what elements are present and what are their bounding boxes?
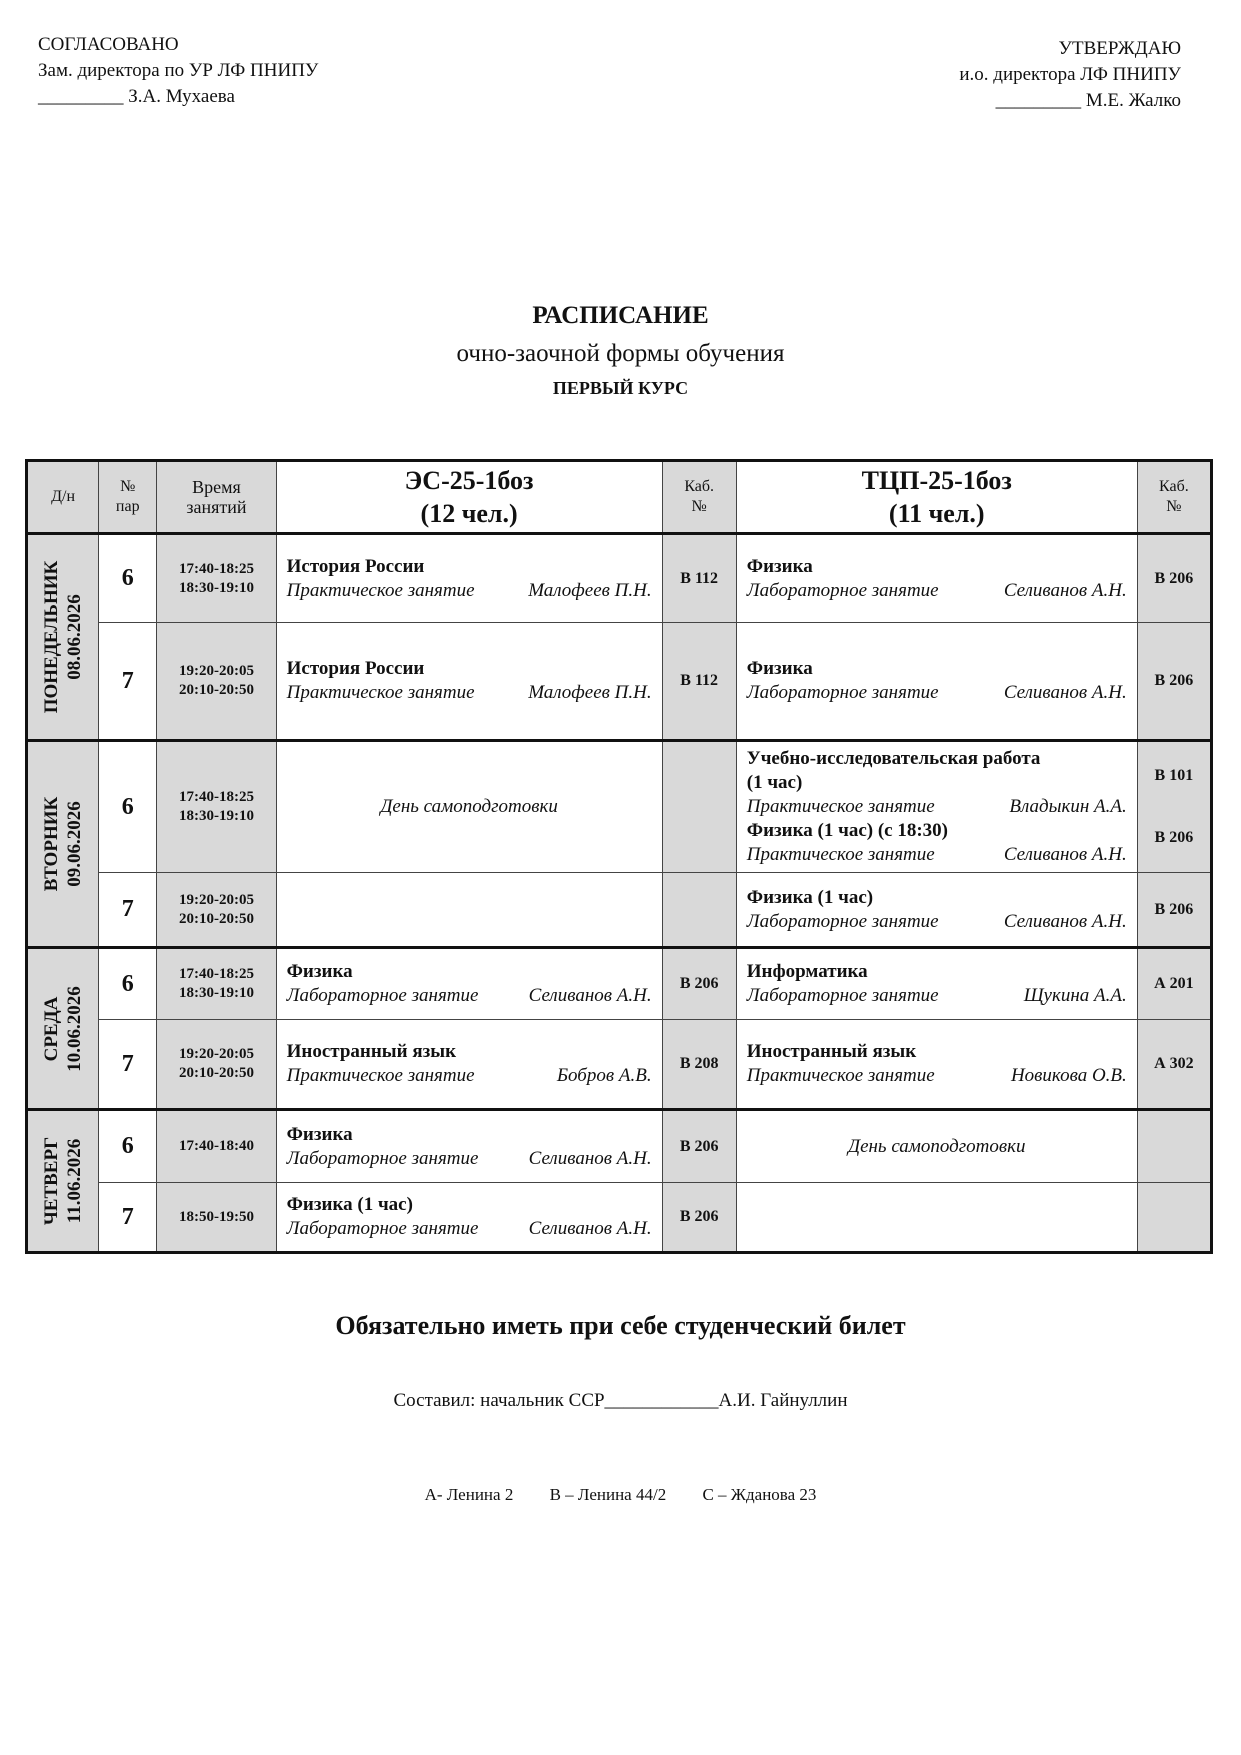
header-room-1 <box>662 461 736 534</box>
teacher-name: Селиванов А.Н. <box>528 1218 652 1239</box>
teacher-name: Новикова О.В. <box>1010 1065 1127 1086</box>
header-room-2-line2: № <box>1166 498 1182 515</box>
subject-name: Физика (1 час) <box>286 1194 413 1215</box>
pair-time-1: 17:40-18:25 <box>178 966 254 982</box>
pair-time <box>157 873 276 948</box>
teacher-name: Малофеев П.Н. <box>528 682 652 703</box>
room-cell: В 112 <box>662 623 736 741</box>
header-day: Д/н <box>27 461 99 534</box>
pair-number: 7 <box>99 1020 157 1110</box>
lesson-type: Практическое занятие <box>286 579 475 601</box>
table-row <box>27 741 1212 873</box>
header-group2-line1: ТЦП-25-1боз <box>861 466 1012 495</box>
room-value: В 101 <box>1154 767 1194 784</box>
teacher-name: Селиванов А.Н. <box>1003 844 1127 865</box>
teacher-name: Селиванов А.Н. <box>1003 682 1127 703</box>
room-value: В 206 <box>1154 829 1194 846</box>
lesson-cell <box>276 623 662 741</box>
pair-time-1: 17:40-18:40 <box>178 1138 254 1154</box>
lesson-type: Практическое занятие <box>286 682 475 703</box>
room-cell: В 206 <box>1137 873 1211 948</box>
table-row <box>27 1110 1212 1183</box>
lesson-type: Практическое занятие <box>746 1065 935 1086</box>
student-id-notice: Обязательно иметь при себе студенческий билет <box>335 1311 906 1340</box>
lesson-cell-empty <box>276 873 662 948</box>
course-label: ПЕРВЫЙ КУРС <box>552 378 689 398</box>
teacher-name: Малофеев П.Н. <box>528 579 652 601</box>
lesson-cell <box>276 1020 662 1110</box>
room-cell-empty <box>662 873 736 948</box>
pair-number: 7 <box>99 1183 157 1253</box>
table-row <box>27 1020 1212 1110</box>
subject-name: Учебно-исследовательская работа <box>746 748 1041 769</box>
approval-right-signature: _________ М.Е. Жалко <box>995 90 1181 111</box>
approval-right-position: и.о. директора ЛФ ПНИПУ <box>959 64 1181 85</box>
pair-time <box>157 1183 276 1253</box>
subject-name: Физика <box>746 658 813 679</box>
pair-time-2: 18:30-19:10 <box>178 579 254 596</box>
pair-number: 6 <box>99 741 157 873</box>
pair-time-2: 20:10-20:50 <box>178 682 254 698</box>
day-name: ЧЕТВЕРГ <box>41 1136 63 1226</box>
header-room-1-line1: Каб. <box>684 478 715 495</box>
pair-time-1: 19:20-20:05 <box>178 891 254 908</box>
self-study-note: День самоподготовки <box>276 741 662 873</box>
lesson-type: Практическое занятие <box>286 1065 475 1086</box>
approval-right-label: УТВЕРЖДАЮ <box>1058 38 1181 59</box>
lesson-cell <box>736 873 1137 948</box>
approval-left-signature: _________ З.А. Мухаева <box>38 86 235 107</box>
header-pair-number-line1: № <box>120 478 136 495</box>
table-row <box>27 873 1212 948</box>
subject-name: Физика <box>746 555 813 577</box>
lesson-cell <box>276 1183 662 1253</box>
pair-time-2: 18:30-19:10 <box>178 808 254 824</box>
header-time-line1: Время <box>192 477 241 497</box>
lesson-type: Лабораторное занятие <box>746 682 939 703</box>
header-pair-number-line2: пар <box>115 498 140 515</box>
header-group1-line1: ЭС-25-1боз <box>404 466 534 495</box>
pair-time-1: 17:40-18:25 <box>178 560 254 577</box>
day-name: ПОНЕДЕЛЬНИК <box>41 560 63 714</box>
lesson-cell <box>276 534 662 623</box>
pair-number: 7 <box>99 873 157 948</box>
pair-time <box>157 534 276 623</box>
subject-name: История России <box>286 658 425 679</box>
page-subtitle: очно-заочной формы обучения <box>456 340 785 367</box>
day-cell-wednesday <box>27 948 99 1110</box>
lesson-type: Практическое занятие <box>746 796 935 817</box>
header-group1-line2: (12 чел.) <box>420 499 518 528</box>
room-cell: А 302 <box>1137 1020 1211 1110</box>
lesson-cell <box>736 741 1137 873</box>
schedule-table <box>25 459 1213 1254</box>
subject-name: Иностранный язык <box>746 1041 917 1062</box>
pair-time-2: 20:10-20:50 <box>178 910 254 927</box>
lesson-cell <box>736 948 1137 1020</box>
day-cell-monday <box>27 534 99 741</box>
lesson-type: Лабораторное занятие <box>286 985 479 1006</box>
room-cell <box>1137 741 1211 873</box>
subject-name: Физика <box>286 1123 353 1145</box>
table-row <box>27 623 1212 741</box>
header-room-2 <box>1137 461 1211 534</box>
pair-time <box>157 948 276 1020</box>
room-cell: А 201 <box>1137 948 1211 1020</box>
header-time <box>157 461 276 534</box>
table-row <box>27 534 1212 623</box>
pair-number: 7 <box>99 623 157 741</box>
header-time-line2: занятий <box>186 497 247 517</box>
lesson-cell <box>736 623 1137 741</box>
legend-b: В – Ленина 44/2 <box>549 1485 667 1504</box>
approval-left <box>38 32 318 110</box>
teacher-name: Селиванов А.Н. <box>528 985 652 1006</box>
self-study-note: День самоподготовки <box>736 1110 1137 1183</box>
day-date: 10.06.2026 <box>64 985 86 1072</box>
room-cell: В 112 <box>662 534 736 623</box>
header-room-2-line1: Каб. <box>1159 478 1189 495</box>
pair-time-1: 17:40-18:25 <box>178 789 254 805</box>
header-group1 <box>276 461 662 534</box>
lesson-type: Лабораторное занятие <box>286 1147 479 1169</box>
room-cell: В 206 <box>662 1183 736 1253</box>
pair-time-1: 18:50-19:50 <box>178 1208 254 1225</box>
room-cell-empty <box>1137 1110 1211 1183</box>
pair-time-1: 19:20-20:05 <box>178 663 254 679</box>
day-name: СРЕДА <box>41 996 63 1061</box>
header-group2 <box>736 461 1137 534</box>
table-row <box>27 1183 1212 1253</box>
pair-time <box>157 1020 276 1110</box>
room-cell: В 206 <box>662 948 736 1020</box>
pair-time-2: 20:10-20:50 <box>178 1065 254 1081</box>
header-pair-number <box>99 461 157 534</box>
approval-left-position: Зам. директора по УР ЛФ ПНИПУ <box>38 60 319 81</box>
teacher-name: Владыкин А.А. <box>1009 796 1127 817</box>
lesson-type: Лабораторное занятие <box>746 579 939 601</box>
composed-by: Составил: начальник ССР____________А.И. Гайнуллин <box>393 1390 848 1411</box>
lesson-cell <box>736 534 1137 623</box>
table-header-row <box>27 461 1212 534</box>
lesson-cell <box>736 1020 1137 1110</box>
pair-number: 6 <box>99 1110 157 1183</box>
teacher-name: Селиванов А.Н. <box>528 1147 652 1169</box>
day-cell-tuesday <box>27 741 99 948</box>
page-title: РАСПИСАНИЕ <box>532 302 709 329</box>
subject-name: Физика <box>286 961 353 982</box>
subject-name: История России <box>286 555 425 577</box>
teacher-name: Селиванов А.Н. <box>1003 910 1127 932</box>
lesson-type: Лабораторное занятие <box>746 910 939 932</box>
room-cell-empty <box>662 741 736 873</box>
header-room-1-line2: № <box>691 498 707 515</box>
legend-c: С – Жданова 23 <box>702 1485 817 1504</box>
subject-name: Физика (1 час) (с 18:30) <box>746 820 948 841</box>
teacher-name: Бобров А.В. <box>556 1065 652 1086</box>
table-row <box>27 948 1212 1020</box>
room-cell: В 206 <box>662 1110 736 1183</box>
pair-number: 6 <box>99 534 157 623</box>
day-cell-thursday <box>27 1110 99 1253</box>
pair-number: 6 <box>99 948 157 1020</box>
header-group2-line2: (11 чел.) <box>888 499 985 528</box>
teacher-name: Щукина А.А. <box>1023 985 1127 1006</box>
lesson-cell <box>276 1110 662 1183</box>
approval-right <box>959 36 1181 114</box>
approval-left-label: СОГЛАСОВАНО <box>38 34 179 55</box>
address-legend <box>0 1485 1241 1505</box>
day-date: 08.06.2026 <box>64 594 86 680</box>
lesson-type: Лабораторное занятие <box>286 1218 479 1239</box>
subject-name: Физика (1 час) <box>746 886 874 908</box>
day-date: 11.06.2026 <box>64 1138 86 1224</box>
room-cell-empty <box>1137 1183 1211 1253</box>
subject-name: Информатика <box>746 961 868 982</box>
teacher-name: Селиванов А.Н. <box>1003 579 1127 601</box>
subject-name-cont: (1 час) <box>746 772 803 793</box>
pair-time-2: 18:30-19:10 <box>178 985 254 1001</box>
lesson-type: Лабораторное занятие <box>746 985 939 1006</box>
lesson-type: Практическое занятие <box>746 844 935 865</box>
pair-time <box>157 1110 276 1183</box>
room-cell: В 206 <box>1137 623 1211 741</box>
pair-time <box>157 741 276 873</box>
pair-time-1: 19:20-20:05 <box>178 1046 254 1062</box>
legend-a: А- Ленина 2 <box>424 1485 514 1504</box>
subject-name: Иностранный язык <box>286 1041 457 1062</box>
lesson-cell <box>276 948 662 1020</box>
room-cell: В 208 <box>662 1020 736 1110</box>
pair-time <box>157 623 276 741</box>
lesson-cell-empty <box>736 1183 1137 1253</box>
day-date: 09.06.2026 <box>64 801 86 887</box>
day-name: ВТОРНИК <box>41 796 63 892</box>
room-cell: В 206 <box>1137 534 1211 623</box>
